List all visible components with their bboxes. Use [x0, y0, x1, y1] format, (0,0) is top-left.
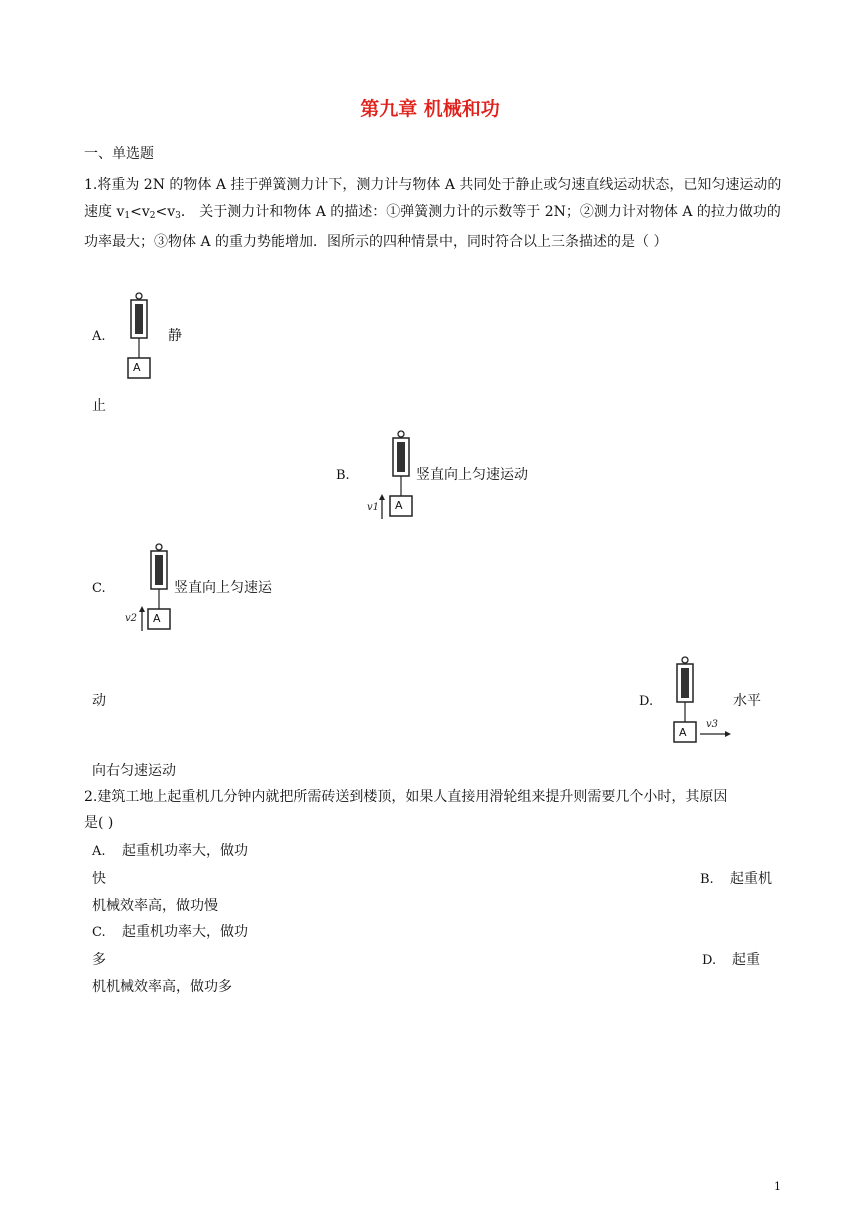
q2-option-a-text: 起重机功率大，做功	[122, 843, 248, 859]
q2-option-d-text: 起重	[732, 952, 760, 968]
q2-option-b-label: B.	[700, 872, 714, 887]
q1-option-a-label: A.	[92, 329, 106, 344]
q2-option-c-label: C.	[92, 925, 106, 940]
q2-option-b-text: 起重机	[730, 871, 772, 887]
block-c-label: A	[153, 612, 161, 625]
q1-option-b-text: 竖直向上匀速运动	[416, 467, 528, 483]
q1-option-a-text: 静	[168, 328, 182, 344]
q1-option-d-text-cont: 向右匀速运动	[92, 763, 176, 779]
q1-option-b-label: B.	[336, 468, 350, 483]
q1-option-d-text: 水平	[733, 693, 761, 709]
velocity-label-d: v3	[706, 719, 719, 730]
block-d-label: A	[679, 726, 687, 739]
block-a-label: A	[133, 361, 141, 374]
q1-option-c-label: C.	[92, 581, 106, 596]
velocity-arrow-up-icon	[124, 606, 146, 632]
q2-option-d-text-cont: 机机械效率高，做功多	[92, 979, 232, 995]
question-2-line2: 是( )	[84, 815, 114, 831]
q2-option-c-text-cont: 多	[92, 952, 106, 968]
q2-option-a-label: A.	[92, 844, 106, 859]
velocity-arrow-up-icon	[366, 494, 388, 520]
q1-option-c-text: 竖直向上匀速运	[174, 580, 272, 596]
q2-option-b-text-cont: 机械效率高，做功慢	[92, 898, 218, 914]
velocity-arrow-right-icon	[698, 716, 732, 740]
block-b-label: A	[395, 499, 403, 512]
q1-option-a-text-cont: 止	[92, 398, 106, 414]
q1-option-c-text-cont: 动	[92, 693, 106, 709]
section-heading: 一、单选题	[84, 146, 154, 162]
page-title: 第九章 机械和功	[360, 98, 500, 120]
q2-option-c-text: 起重机功率大，做功	[122, 924, 248, 940]
q2-option-d-label: D.	[702, 953, 717, 968]
question-2-line1: 2.建筑工地上起重机几分钟内就把所需砖送到楼顶，如果人直接用滑轮组来提升则需要几个小时，其原因	[84, 789, 728, 805]
q1-option-d-label: D.	[639, 694, 654, 709]
question-1-text: 1.将重为 2N 的物体 A 挂于弹簧测力计下，测力计与物体 A 共同处于静止或匀速直线运动状态，已知匀速运动的速度 $v_1<v_2<v_3$． 关于测力计和物体 A 的描述：①弹簧测力计的示数等于 2N；②测力计对物体 A 的拉力做功的功率最大；③物体 A 的重力势能增加．图所示的四种情景中，同时符合以上三条描述的是（ ）	[84, 177, 782, 250]
velocity-label-b: v1	[367, 502, 380, 513]
q2-option-a-text-cont: 快	[92, 871, 106, 887]
page-number: 1	[774, 1180, 781, 1193]
velocity-label-c: v2	[125, 613, 138, 624]
